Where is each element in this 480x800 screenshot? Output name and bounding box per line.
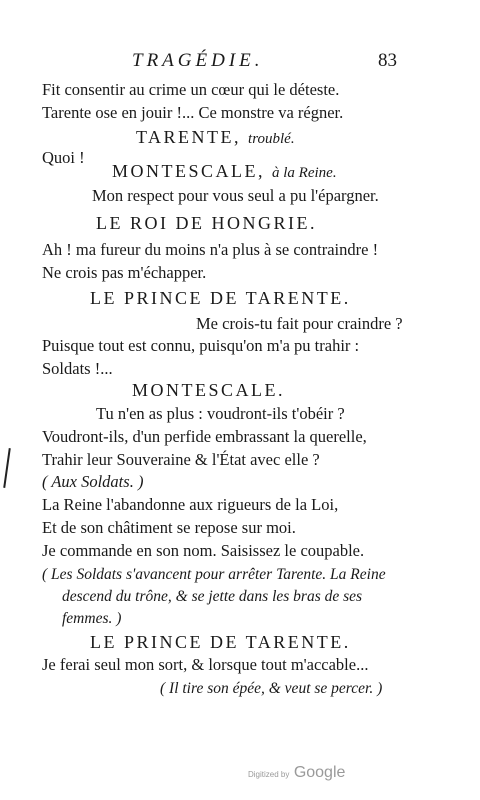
- stage-direction: ( Aux Soldats. ): [42, 472, 144, 491]
- speaker-heading: [132, 379, 285, 401]
- google-logo: Google: [293, 764, 346, 781]
- verse-line: Soldats !...: [42, 359, 113, 378]
- margin-pencil-mark: [3, 448, 11, 488]
- digitized-watermark: [248, 764, 345, 782]
- speaker-name: TARENTE,: [136, 127, 242, 147]
- verse-line: Je ferai seul mon sort, & lorsque tout m'accable...: [42, 655, 369, 674]
- stage-direction: ( Il tire son épée, & veut se percer. ): [160, 680, 383, 697]
- verse-line: Tu n'en as plus : voudront-ils t'obéir ?: [96, 404, 345, 423]
- stage-direction: troublé.: [248, 131, 295, 147]
- speaker-heading: [90, 631, 351, 653]
- speaker-heading: [96, 212, 317, 234]
- speaker-heading: [112, 160, 337, 184]
- verse-line: Voudront-ils, d'un perfide embrassant la querelle,: [42, 427, 367, 446]
- verse-line: Quoi !: [42, 148, 85, 167]
- speaker-heading: [90, 287, 351, 309]
- stage-direction: femmes. ): [62, 610, 122, 627]
- watermark-prefix: Digitized by: [248, 770, 290, 779]
- stage-direction: à la Reine.: [272, 165, 337, 181]
- verse-line: Mon respect pour vous seul a pu l'épargner.: [92, 186, 379, 205]
- speaker-name: MONTESCALE,: [112, 161, 265, 181]
- speaker-name: LE PRINCE DE TARENTE.: [90, 288, 351, 308]
- stage-direction: descend du trône, & se jette dans les bras de ses: [62, 588, 363, 605]
- verse-line: Fit consentir au crime un cœur qui le déteste.: [42, 80, 340, 99]
- speaker-name: LE PRINCE DE TARENTE.: [90, 632, 351, 652]
- verse-line: Et de son châtiment se repose sur moi.: [42, 518, 296, 537]
- verse-line: Ne crois pas m'échapper.: [42, 263, 207, 282]
- verse-line: Trahir leur Souveraine & l'État avec elle ?: [42, 450, 320, 469]
- stage-direction: ( Les Soldats s'avancent pour arrêter Tarente. La Reine: [42, 566, 386, 583]
- speaker-heading: [136, 126, 295, 150]
- page-number: 83: [378, 50, 397, 71]
- verse-line: Tarente ose en jouir !... Ce monstre va régner.: [42, 103, 344, 122]
- speaker-name: LE ROI DE HONGRIE.: [96, 213, 317, 233]
- running-title: TRAGÉDIE.: [132, 50, 264, 71]
- verse-line: Ah ! ma fureur du moins n'a plus à se contraindre !: [42, 240, 379, 259]
- verse-line: Me crois-tu fait pour craindre ?: [196, 314, 403, 333]
- verse-line: La Reine l'abandonne aux rigueurs de la Loi,: [42, 495, 339, 514]
- verse-line: Puisque tout est connu, puisqu'on m'a pu trahir :: [42, 336, 360, 355]
- verse-line: Je commande en son nom. Saisissez le coupable.: [42, 541, 365, 560]
- speaker-name: MONTESCALE.: [132, 380, 285, 400]
